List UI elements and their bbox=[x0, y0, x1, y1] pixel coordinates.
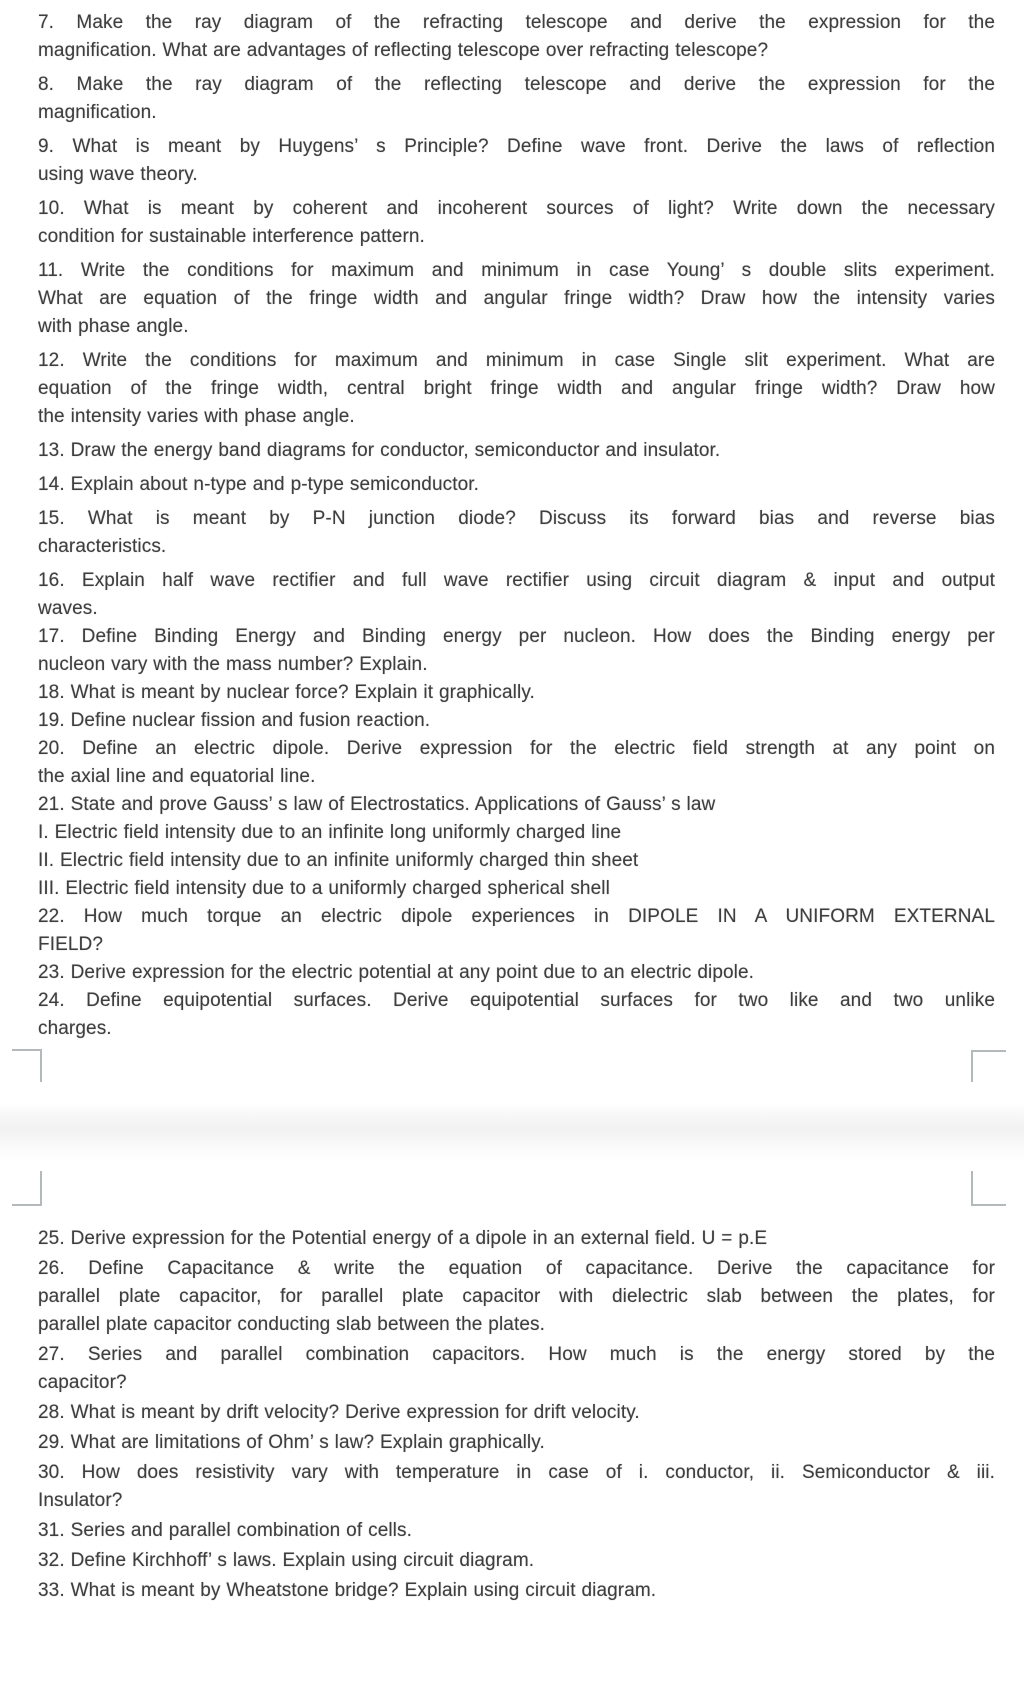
question-line: 25. Derive expression for the Potential energy of a dipole in an external field. U = p.E bbox=[38, 1228, 768, 1249]
question-line: characteristics. bbox=[38, 536, 167, 557]
question-line: 12. Write the conditions for maximum and minimum in case Single slit experiment. What are bbox=[38, 350, 995, 371]
crop-mark-top-left-page2 bbox=[12, 1171, 42, 1206]
question-line: 31. Series and parallel combination of cells. bbox=[38, 1520, 412, 1541]
question-line: 28. What is meant by drift velocity? Derive expression for drift velocity. bbox=[38, 1402, 640, 1423]
question-line: 33. What is meant by Wheatstone bridge? Explain using circuit diagram. bbox=[38, 1580, 657, 1601]
question-list-page-2 bbox=[0, 1225, 1024, 1605]
question-line: equation of the fringe width, central bright fringe width and angular fringe width? Draw how bbox=[38, 378, 995, 399]
question-line: 13. Draw the energy band diagrams for conductor, semiconductor and insulator. bbox=[38, 440, 721, 461]
question-paragraph bbox=[38, 257, 995, 341]
question-paragraph bbox=[38, 623, 995, 679]
question-line: waves. bbox=[38, 598, 98, 619]
question-paragraph bbox=[38, 707, 995, 735]
question-paragraph bbox=[38, 347, 995, 431]
question-line: the axial line and equatorial line. bbox=[38, 766, 316, 787]
question-paragraph bbox=[38, 679, 995, 707]
question-line: 15. What is meant by P-N junction diode? Discuss its forward bias and reverse bias bbox=[38, 508, 995, 529]
question-line: FIELD? bbox=[38, 934, 104, 955]
question-line: capacitor? bbox=[38, 1372, 127, 1393]
question-paragraph bbox=[38, 903, 995, 959]
question-line: 30. How does resistivity vary with temperature in case of i. conductor, ii. Semiconductor & iii. bbox=[38, 1462, 995, 1483]
question-line: 23. Derive expression for the electric potential at any point due to an electric dipole. bbox=[38, 962, 755, 983]
question-paragraph bbox=[38, 1255, 995, 1339]
page-gap-band bbox=[0, 1103, 1024, 1161]
question-line: parallel plate capacitor, for parallel plate capacitor with dielectric slab between the plates, for bbox=[38, 1286, 995, 1307]
question-paragraph bbox=[38, 471, 995, 499]
question-paragraph bbox=[38, 1225, 995, 1253]
question-paragraph bbox=[38, 959, 995, 987]
question-line: 17. Define Binding Energy and Binding energy per nucleon. How does the Binding energy per bbox=[38, 626, 995, 647]
question-line: condition for sustainable interference pattern. bbox=[38, 226, 425, 247]
question-line: parallel plate capacitor conducting slab between the plates. bbox=[38, 1314, 545, 1335]
question-line: 16. Explain half wave rectifier and full wave rectifier using circuit diagram & input and output bbox=[38, 570, 995, 591]
question-line: with phase angle. bbox=[38, 316, 189, 337]
question-line: 29. What are limitations of Ohm’ s law? Explain graphically. bbox=[38, 1432, 545, 1453]
question-paragraph bbox=[38, 847, 995, 875]
question-paragraph bbox=[38, 1459, 995, 1515]
question-paragraph bbox=[38, 195, 995, 251]
question-paragraph bbox=[38, 791, 995, 819]
question-line: nucleon vary with the mass number? Explain. bbox=[38, 654, 428, 675]
question-paragraph bbox=[38, 133, 995, 189]
question-paragraph bbox=[38, 567, 995, 623]
question-line: 21. State and prove Gauss’ s law of Electrostatics. Applications of Gauss’ s law bbox=[38, 794, 716, 815]
question-paragraph bbox=[38, 987, 995, 1043]
question-paragraph bbox=[38, 735, 995, 791]
question-paragraph bbox=[38, 1341, 995, 1397]
question-paragraph bbox=[38, 505, 995, 561]
question-line: 27. Series and parallel combination capacitors. How much is the energy stored by the bbox=[38, 1344, 995, 1365]
question-line: 18. What is meant by nuclear force? Explain it graphically. bbox=[38, 682, 535, 703]
question-line: 19. Define nuclear fission and fusion reaction. bbox=[38, 710, 431, 731]
question-line: Insulator? bbox=[38, 1490, 123, 1511]
crop-mark-bottom-left-page1 bbox=[12, 1049, 42, 1082]
question-line: 11. Write the conditions for maximum and minimum in case Young’ s double slits experiment. bbox=[38, 260, 995, 281]
question-line: 14. Explain about n-type and p-type semiconductor. bbox=[38, 474, 480, 495]
question-line: 20. Define an electric dipole. Derive expression for the electric field strength at any point on bbox=[38, 738, 995, 759]
question-line: 22. How much torque an electric dipole experiences in DIPOLE IN A UNIFORM EXTERNAL bbox=[38, 906, 995, 927]
crop-mark-bottom-right-page1 bbox=[971, 1050, 1006, 1082]
question-line: 32. Define Kirchhoff’ s laws. Explain using circuit diagram. bbox=[38, 1550, 535, 1571]
question-line: I. Electric field intensity due to an infinite long uniformly charged line bbox=[38, 822, 622, 843]
question-line: III. Electric field intensity due to a uniformly charged spherical shell bbox=[38, 878, 610, 899]
question-paragraph bbox=[38, 1577, 995, 1605]
question-line: 24. Define equipotential surfaces. Derive equipotential surfaces for two like and two unlike bbox=[38, 990, 995, 1011]
question-paragraph bbox=[38, 819, 995, 847]
question-line: 9. What is meant by Huygens’ s Principle? Define wave front. Derive the laws of reflection bbox=[38, 136, 995, 157]
question-line: using wave theory. bbox=[38, 164, 198, 185]
question-line: 8. Make the ray diagram of the reflecting telescope and derive the expression for the bbox=[38, 74, 995, 95]
question-line: the intensity varies with phase angle. bbox=[38, 406, 355, 427]
question-paragraph bbox=[38, 1547, 995, 1575]
question-paragraph bbox=[38, 1429, 995, 1457]
crop-mark-top-right-page2 bbox=[971, 1171, 1006, 1206]
question-line: 26. Define Capacitance & write the equation of capacitance. Derive the capacitance for bbox=[38, 1258, 995, 1279]
question-paragraph bbox=[38, 1399, 995, 1427]
question-line: 10. What is meant by coherent and incoherent sources of light? Write down the necessary bbox=[38, 198, 995, 219]
question-line: magnification. bbox=[38, 102, 157, 123]
question-paragraph bbox=[38, 1517, 995, 1545]
page-break-gap bbox=[0, 1043, 1024, 1225]
question-line: What are equation of the fringe width and angular fringe width? Draw how the intensity varies bbox=[38, 288, 995, 309]
question-line: magnification. What are advantages of reflecting telescope over refracting telescope? bbox=[38, 40, 769, 61]
question-paragraph bbox=[38, 437, 995, 465]
question-paragraph bbox=[38, 71, 995, 127]
question-paragraph bbox=[38, 875, 995, 903]
question-line: 7. Make the ray diagram of the refracting telescope and derive the expression for the bbox=[38, 12, 995, 33]
question-line: charges. bbox=[38, 1018, 112, 1039]
question-paragraph bbox=[38, 9, 995, 65]
question-line: II. Electric field intensity due to an infinite uniformly charged thin sheet bbox=[38, 850, 639, 871]
